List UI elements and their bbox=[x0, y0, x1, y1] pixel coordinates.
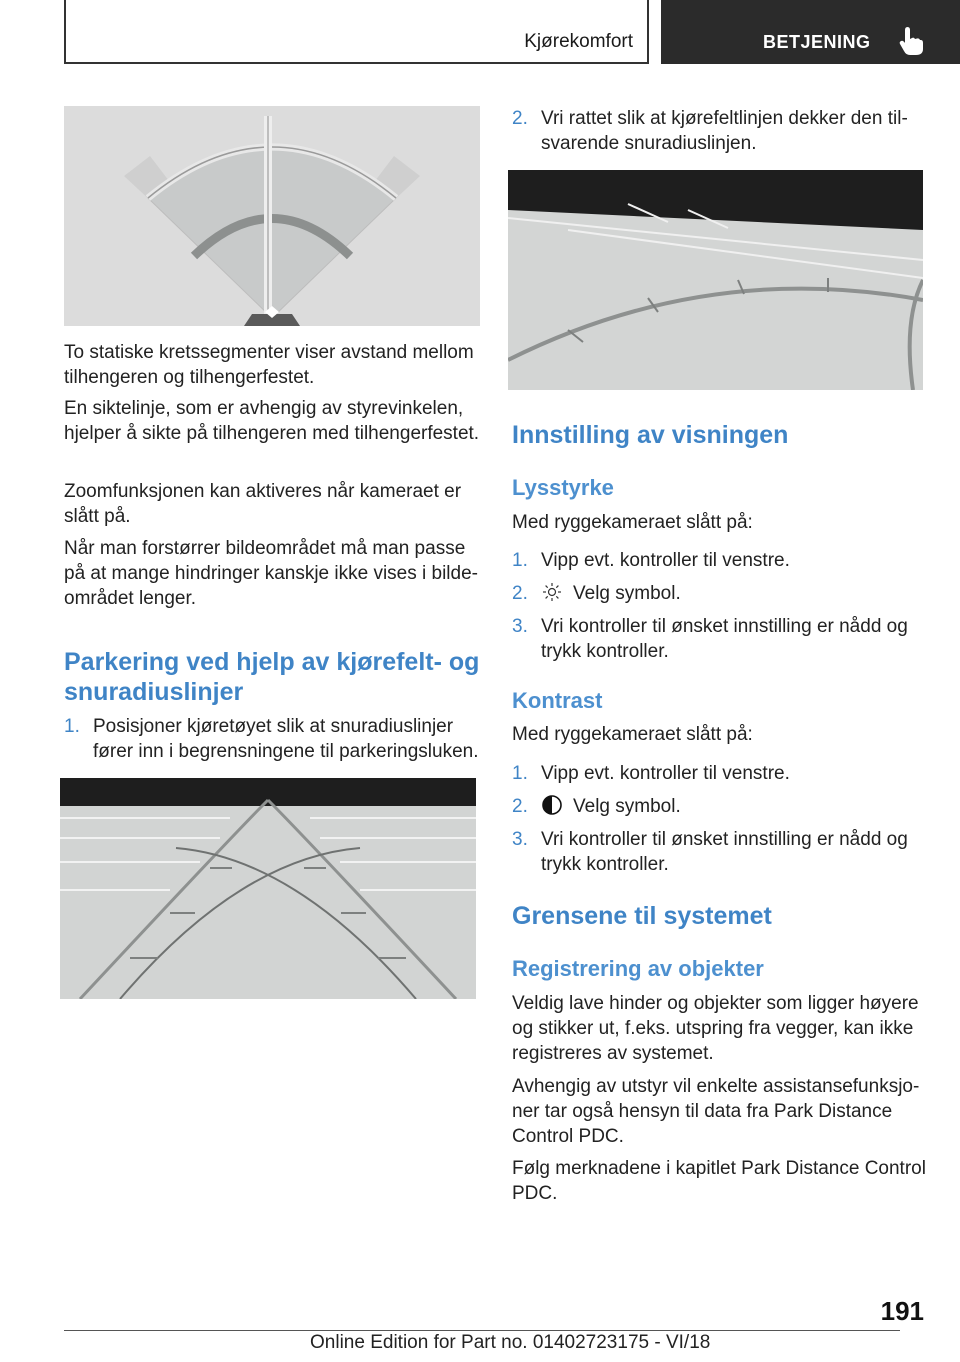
paragraph-pdc-data: Avhengig av utstyr vil enkelte assistansefunksjoner tar også hensyn til data fra Park Distance Control PDC. bbox=[512, 1076, 920, 1147]
paragraph-pdc-notes: Følg merknadene i kapitlet Park Distance Control PDC. bbox=[512, 1158, 926, 1204]
step-number: 1. bbox=[512, 763, 528, 784]
brightness-intro: Med ryggekameraet slått på: bbox=[512, 512, 753, 533]
page-number: 191 bbox=[880, 1296, 924, 1326]
step-text: Velg symbol. bbox=[573, 796, 681, 817]
step-number: 1. bbox=[512, 550, 528, 571]
step-number: 1. bbox=[64, 716, 80, 737]
contrast-intro: Med ryggekameraet slått på: bbox=[512, 724, 753, 745]
brightness-step-2 bbox=[512, 581, 924, 607]
hand-pointer-icon bbox=[898, 26, 924, 56]
step-number: 3. bbox=[512, 616, 528, 637]
turning-radius-camera-image bbox=[508, 170, 923, 390]
step-number: 2. bbox=[512, 796, 528, 817]
paragraph-low-obstacles: Veldig lave hinder og objekter som ligger høyere og stikker ut, f.eks. utspring fra vegger, kan ikke registreres av systemet. bbox=[512, 993, 919, 1064]
subheading-brightness: Lysstyrke bbox=[512, 475, 614, 500]
heading-parking-lines: Parkering ved hjelp av kjørefelt- og snuradiuslinjer bbox=[64, 648, 480, 706]
contrast-icon bbox=[541, 794, 563, 816]
contrast-step-3 bbox=[512, 827, 924, 879]
step-text: Vipp evt. kontroller til venstre. bbox=[541, 763, 790, 784]
paragraph-enlarge: Når man forstørrer bildeområdet må man passe på at mange hindringer kanskje ikke vises i bildeområdet lenger. bbox=[64, 538, 478, 609]
step-text: Vipp evt. kontroller til venstre. bbox=[541, 550, 790, 571]
footer-edition: Online Edition for Part no. 01402723175 - VI/18 bbox=[310, 1332, 711, 1353]
subheading-contrast: Kontrast bbox=[512, 688, 603, 713]
step-number: 3. bbox=[512, 829, 528, 850]
step-turn-wheel bbox=[512, 106, 924, 158]
heading-display-settings: Innstilling av visningen bbox=[512, 421, 789, 449]
section-title: Kjørekomfort bbox=[64, 0, 649, 64]
paragraph-sightline: En siktelinje, som er avhengig av styrevinkelen, hjelper å sikte på tilhengeren med tilhengerfestet. bbox=[64, 398, 480, 444]
step-position-vehicle bbox=[64, 714, 480, 766]
contrast-step-2 bbox=[512, 794, 924, 820]
paragraph-zoom: Zoomfunksjonen kan aktiveres når kameraet er slått på. bbox=[64, 481, 462, 527]
chapter-tab bbox=[661, 0, 960, 64]
step-text: Posisjoner kjøretøyet slik at snuradiuslinjer fører inn i begrensningene til parkeringsluken. bbox=[93, 716, 479, 762]
step-number: 2. bbox=[512, 108, 528, 129]
step-text: Vri rattet slik at kjørefeltlinjen dekker den tilsvarende snuradiuslinjen. bbox=[541, 108, 908, 154]
brightness-step-1 bbox=[512, 548, 924, 574]
step-number: 2. bbox=[512, 583, 528, 604]
step-text: Velg symbol. bbox=[573, 583, 681, 604]
brightness-icon bbox=[541, 581, 563, 603]
footer-divider bbox=[64, 1330, 900, 1331]
caption-segments: To statiske kretssegmenter viser avstand mellom tilhengeren og tilhengerfestet. bbox=[64, 342, 474, 388]
brightness-step-3 bbox=[512, 614, 924, 666]
heading-system-limits: Grensene til systemet bbox=[512, 902, 772, 930]
contrast-step-1 bbox=[512, 761, 924, 787]
page-header bbox=[0, 0, 960, 66]
parking-lines-camera-image bbox=[60, 778, 476, 999]
chapter-tab-label: BETJENING bbox=[763, 32, 871, 52]
step-text: Vri kontroller til ønsket innstilling er nådd og trykk kontroller. bbox=[541, 829, 908, 875]
subheading-object-detection: Registrering av objekter bbox=[512, 956, 764, 981]
step-text: Vri kontroller til ønsket innstilling er nådd og trykk kontroller. bbox=[541, 616, 908, 662]
trailer-hitch-camera-image bbox=[64, 106, 480, 326]
